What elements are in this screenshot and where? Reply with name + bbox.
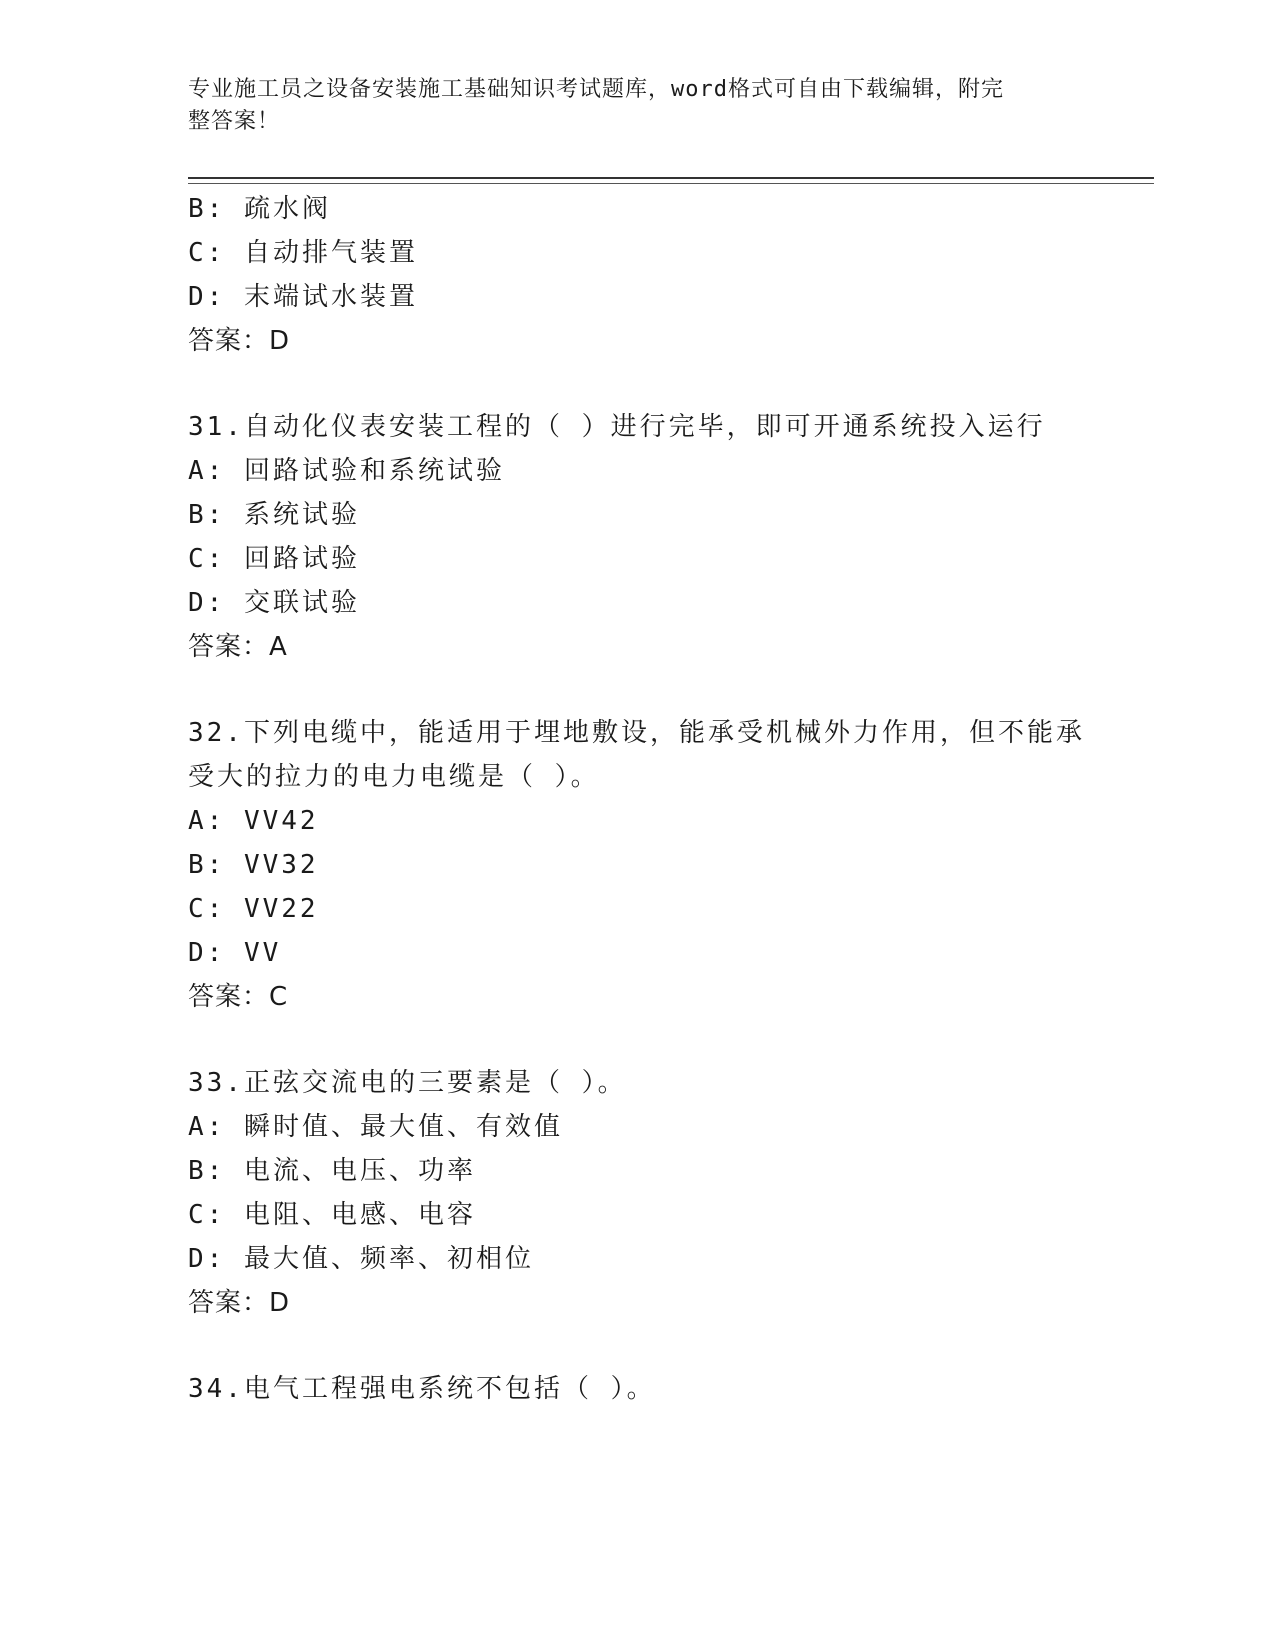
q30-answer: 答案：D — [188, 326, 291, 356]
header-line-1: 专业施工员之设备安装施工基础知识考试题库，word格式可自由下载编辑，附完 — [188, 77, 1004, 102]
q30-option-b: B: 疏水阀 — [188, 194, 331, 224]
q31-answer: 答案：A — [188, 632, 288, 662]
q31-option-b: B: 系统试验 — [188, 500, 360, 530]
q30-option-d: D: 末端试水装置 — [188, 282, 418, 312]
q31-option-d: D: 交联试验 — [188, 588, 360, 618]
q31-option-a: A: 回路试验和系统试验 — [188, 456, 505, 486]
q31-option-c: C: 回路试验 — [188, 544, 360, 574]
q33-option-d: D: 最大值、频率、初相位 — [188, 1244, 534, 1274]
q32-option-a: A: VV42 — [188, 806, 319, 836]
q32-answer: 答案：C — [188, 982, 289, 1012]
q32-option-c: C: VV22 — [188, 894, 319, 924]
document-header — [188, 74, 1068, 138]
q32-question-line-2: 受大的拉力的电力电缆是（ ）。 — [188, 762, 600, 792]
q34-question: 34.电气工程强电系统不包括（ ）。 — [188, 1374, 656, 1404]
header-line-2: 整答案！ — [188, 109, 281, 134]
q32-question-line-1: 32.下列电缆中，能适用于埋地敷设，能承受机械外力作用，但不能承 — [188, 718, 1085, 748]
q33-option-c: C: 电阻、电感、电容 — [188, 1200, 476, 1230]
q33-option-a: A: 瞬时值、最大值、有效值 — [188, 1112, 563, 1142]
q30-option-c: C: 自动排气装置 — [188, 238, 418, 268]
q33-option-b: B: 电流、电压、功率 — [188, 1156, 476, 1186]
q32-option-b: B: VV32 — [188, 850, 319, 880]
q31-question: 31.自动化仪表安装工程的（ ）进行完毕，即可开通系统投入运行 — [188, 412, 1046, 442]
q32-option-d: D: VV — [188, 938, 282, 968]
header-divider-thick — [188, 177, 1154, 179]
q33-question: 33.正弦交流电的三要素是（ ）。 — [188, 1068, 627, 1098]
q33-answer: 答案：D — [188, 1288, 291, 1318]
header-divider-thin — [188, 183, 1154, 184]
